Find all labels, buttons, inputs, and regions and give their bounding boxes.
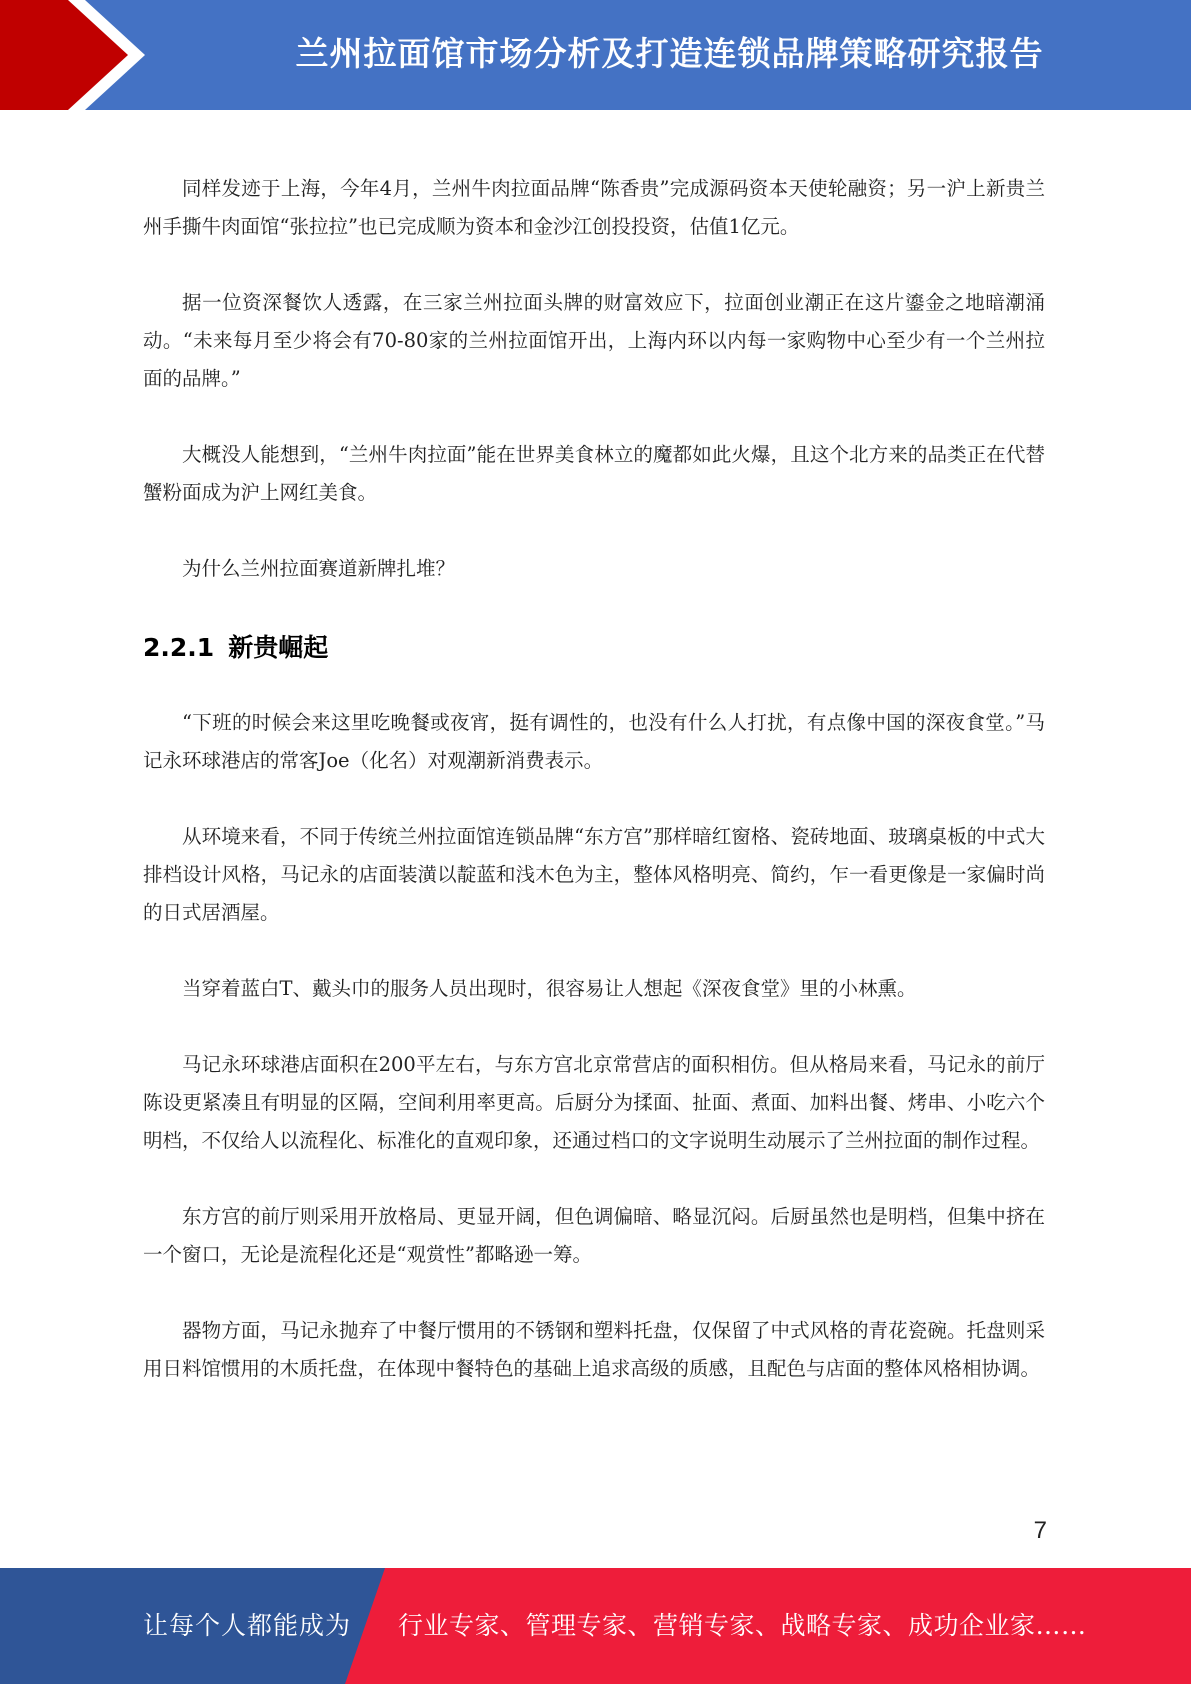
paragraph: 器物方面，马记永抛弃了中餐厅惯用的不锈钢和塑料托盘，仅保留了中式风格的青花瓷碗。托盘则采用日料馆惯用的木质托盘，在体现中餐特色的基础上追求高级的质感，且配色与店面的整体风格相协调。 [143, 1319, 1045, 1380]
section-heading [143, 626, 1045, 670]
paragraph: 同样发迹于上海，今年4月，兰州牛肉拉面品牌“陈香贵”完成源码资本天使轮融资；另一沪上新贵兰州手撕牛肉面馆“张拉拉”也已完成顺为资本和金沙江创投投资，估值1亿元。 [143, 177, 1045, 238]
paragraph: 马记永环球港店面积在200平左右，与东方宫北京常营店的面积相仿。但从格局来看，马记永的前厅陈设更紧凑且有明显的区隔，空间利用率更高。后厨分为揉面、扯面、煮面、加料出餐、烤串、小吃六个明档，不仅给人以流程化、标准化的直观印象，还通过档口的文字说明生动展示了兰州拉面的制作过程。 [143, 1053, 1045, 1152]
page-header [0, 0, 1191, 110]
paragraph: 从环境来看，不同于传统兰州拉面馆连锁品牌“东方宫”那样暗红窗格、瓷砖地面、玻璃桌板的中式大排档设计风格，马记永的店面装潢以靛蓝和浅木色为主，整体风格明亮、简约，乍一看更像是一家偏时尚的日式居酒屋。 [143, 825, 1045, 924]
paragraph: 当穿着蓝白T、戴头巾的服务人员出现时，很容易让人想起《深夜食堂》里的小林熏。 [182, 977, 917, 1000]
section-title: 新贵崛起 [228, 633, 329, 662]
page-body [143, 170, 1045, 1426]
section-number: 2.2.1 [143, 633, 215, 662]
footer-slogan-left: 让每个人都能成为 [143, 1611, 352, 1640]
paragraph: “下班的时候会来这里吃晚餐或夜宵，挺有调性的，也没有什么人打扰，有点像中国的深夜食堂。”马记永环球港店的常客Joe（化名）对观潮新消费表示。 [143, 711, 1045, 772]
report-title: 兰州拉面馆市场分析及打造连锁品牌策略研究报告 [295, 34, 1044, 73]
page-number: 7 [1033, 1517, 1047, 1544]
footer-slogan-right: 行业专家、管理专家、营销专家、战略专家、成功企业家…… [398, 1611, 1087, 1640]
paragraph: 大概没人能想到，“兰州牛肉拉面”能在世界美食林立的魔都如此火爆，且这个北方来的品类正在代替蟹粉面成为沪上网红美食。 [143, 443, 1045, 504]
header-arrow-decoration [0, 0, 160, 110]
page-footer [0, 1568, 1191, 1684]
paragraph: 为什么兰州拉面赛道新牌扎堆？ [182, 557, 456, 580]
paragraph: 据一位资深餐饮人透露，在三家兰州拉面头牌的财富效应下，拉面创业潮正在这片鎏金之地暗潮涌动。“未来每月至少将会有70-80家的兰州拉面馆开出，上海内环以内每一家购物中心至少有一个兰州拉面的品牌。” [143, 291, 1045, 390]
paragraph: 东方宫的前厅则采用开放格局、更显开阔，但色调偏暗、略显沉闷。后厨虽然也是明档，但集中挤在一个窗口，无论是流程化还是“观赏性”都略逊一筹。 [143, 1205, 1045, 1266]
